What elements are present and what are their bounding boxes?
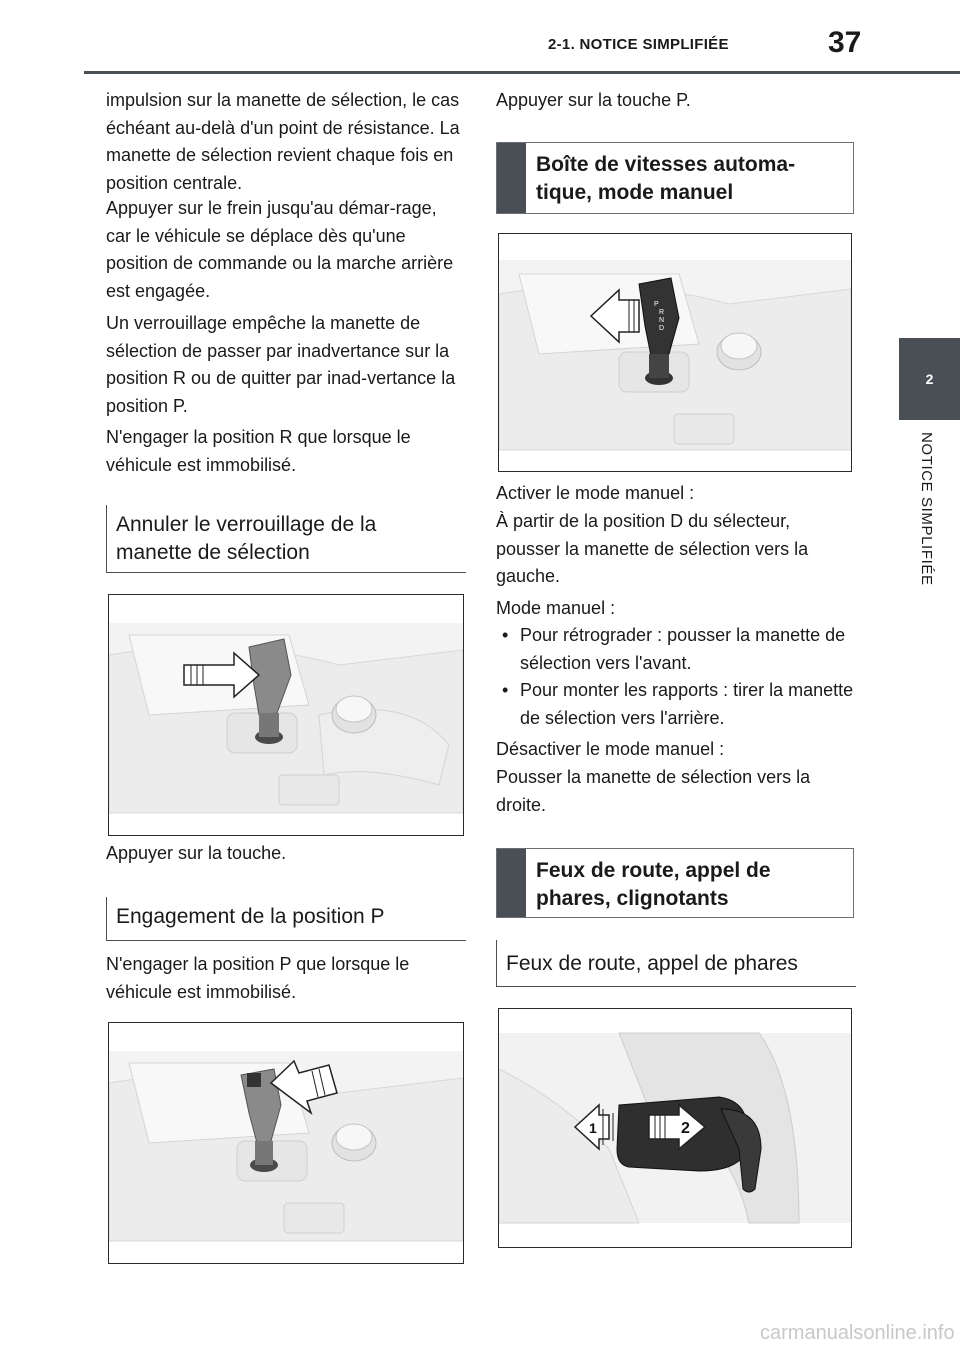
figure-engage-p [108, 1022, 464, 1264]
watermark-text: carmanualsonline.info [760, 1322, 955, 1344]
figure-manual-mode [498, 233, 852, 472]
chapter-label: NOTICE SIMPLIFIÉE [918, 432, 935, 586]
paragraph: Un verrouillage empêche la manette de sélection de passer par inadvertance sur la position R ou de quitter par inad-vertance la position P. [106, 313, 456, 416]
bullet-list [496, 622, 856, 732]
section-heading-box [496, 142, 854, 214]
figure-selector-unlock [108, 594, 464, 836]
figure-headlight-stalk [498, 1008, 852, 1248]
subheading: Feux de route, appel de phares [506, 952, 798, 975]
subhead-rule [106, 940, 466, 941]
manual-mode-illustration [499, 234, 851, 471]
section-title: 2-1. NOTICE SIMPLIFIÉE [548, 36, 729, 53]
section-heading-box [496, 848, 854, 918]
gear-letter-p: P [654, 301, 659, 308]
paragraph: Appuyer sur le frein jusqu'au démar-rage, car le véhicule se déplace dès qu'une position de commande ou la marche arrière est engagée. [106, 198, 454, 301]
gear-letter-n: N [659, 317, 665, 324]
list-item: • Pour rétrograder : pousser la manette de sélection vers l'avant. [496, 622, 856, 677]
subheading: Engagement de la position P [116, 905, 385, 928]
subhead-rule [496, 940, 497, 986]
header-rule [84, 71, 960, 74]
paragraph: Pousser la manette de sélection vers la droite. [496, 767, 811, 815]
subheading: Annuler le verrouillage de la manette de sélection [116, 513, 377, 564]
heading-accent-bar [497, 849, 526, 917]
paragraph: Désactiver le mode manuel : [496, 739, 725, 759]
paragraph: Activer le mode manuel : [496, 483, 695, 503]
heading-accent-bar [497, 143, 526, 213]
page-number: 37 [828, 26, 862, 59]
paragraph: À partir de la position D du sélecteur, pousser la manette de sélection vers la gauche. [496, 511, 809, 586]
subhead-rule [106, 897, 107, 940]
paragraph: N'engager la position P que lorsque le véhicule est immobilisé. [106, 954, 410, 1002]
section-heading: Feux de route, appel de phares, clignotants [536, 859, 771, 910]
chapter-number: 2 [925, 371, 934, 387]
subhead-rule [106, 505, 107, 572]
selector-lever-illustration [109, 595, 463, 835]
figure-caption: Appuyer sur la touche. [106, 843, 287, 863]
chapter-tab [899, 338, 960, 420]
gear-letter-d: D [659, 325, 665, 332]
list-item: • Pour monter les rapports : tirer la manette de sélection vers l'arrière. [496, 677, 856, 732]
label-2: 2 [681, 1120, 690, 1137]
subhead-rule [496, 986, 856, 987]
headlight-stalk-illustration [499, 1009, 851, 1247]
park-button-illustration [109, 1023, 463, 1263]
gear-letter-r: R [659, 309, 665, 316]
paragraph: Mode manuel : [496, 598, 616, 618]
subhead-rule [106, 572, 466, 573]
paragraph: N'engager la position R que lorsque le véhicule est immobilisé. [106, 427, 411, 475]
section-heading: Boîte de vitesses automa-tique, mode manuel [536, 153, 796, 204]
label-1: 1 [589, 1120, 597, 1136]
paragraph: Appuyer sur la touche P. [496, 90, 691, 110]
paragraph: impulsion sur la manette de sélection, le cas échéant au-delà d'un point de résistance. La manette de sélection revient chaque fois en position centrale. [106, 90, 460, 193]
